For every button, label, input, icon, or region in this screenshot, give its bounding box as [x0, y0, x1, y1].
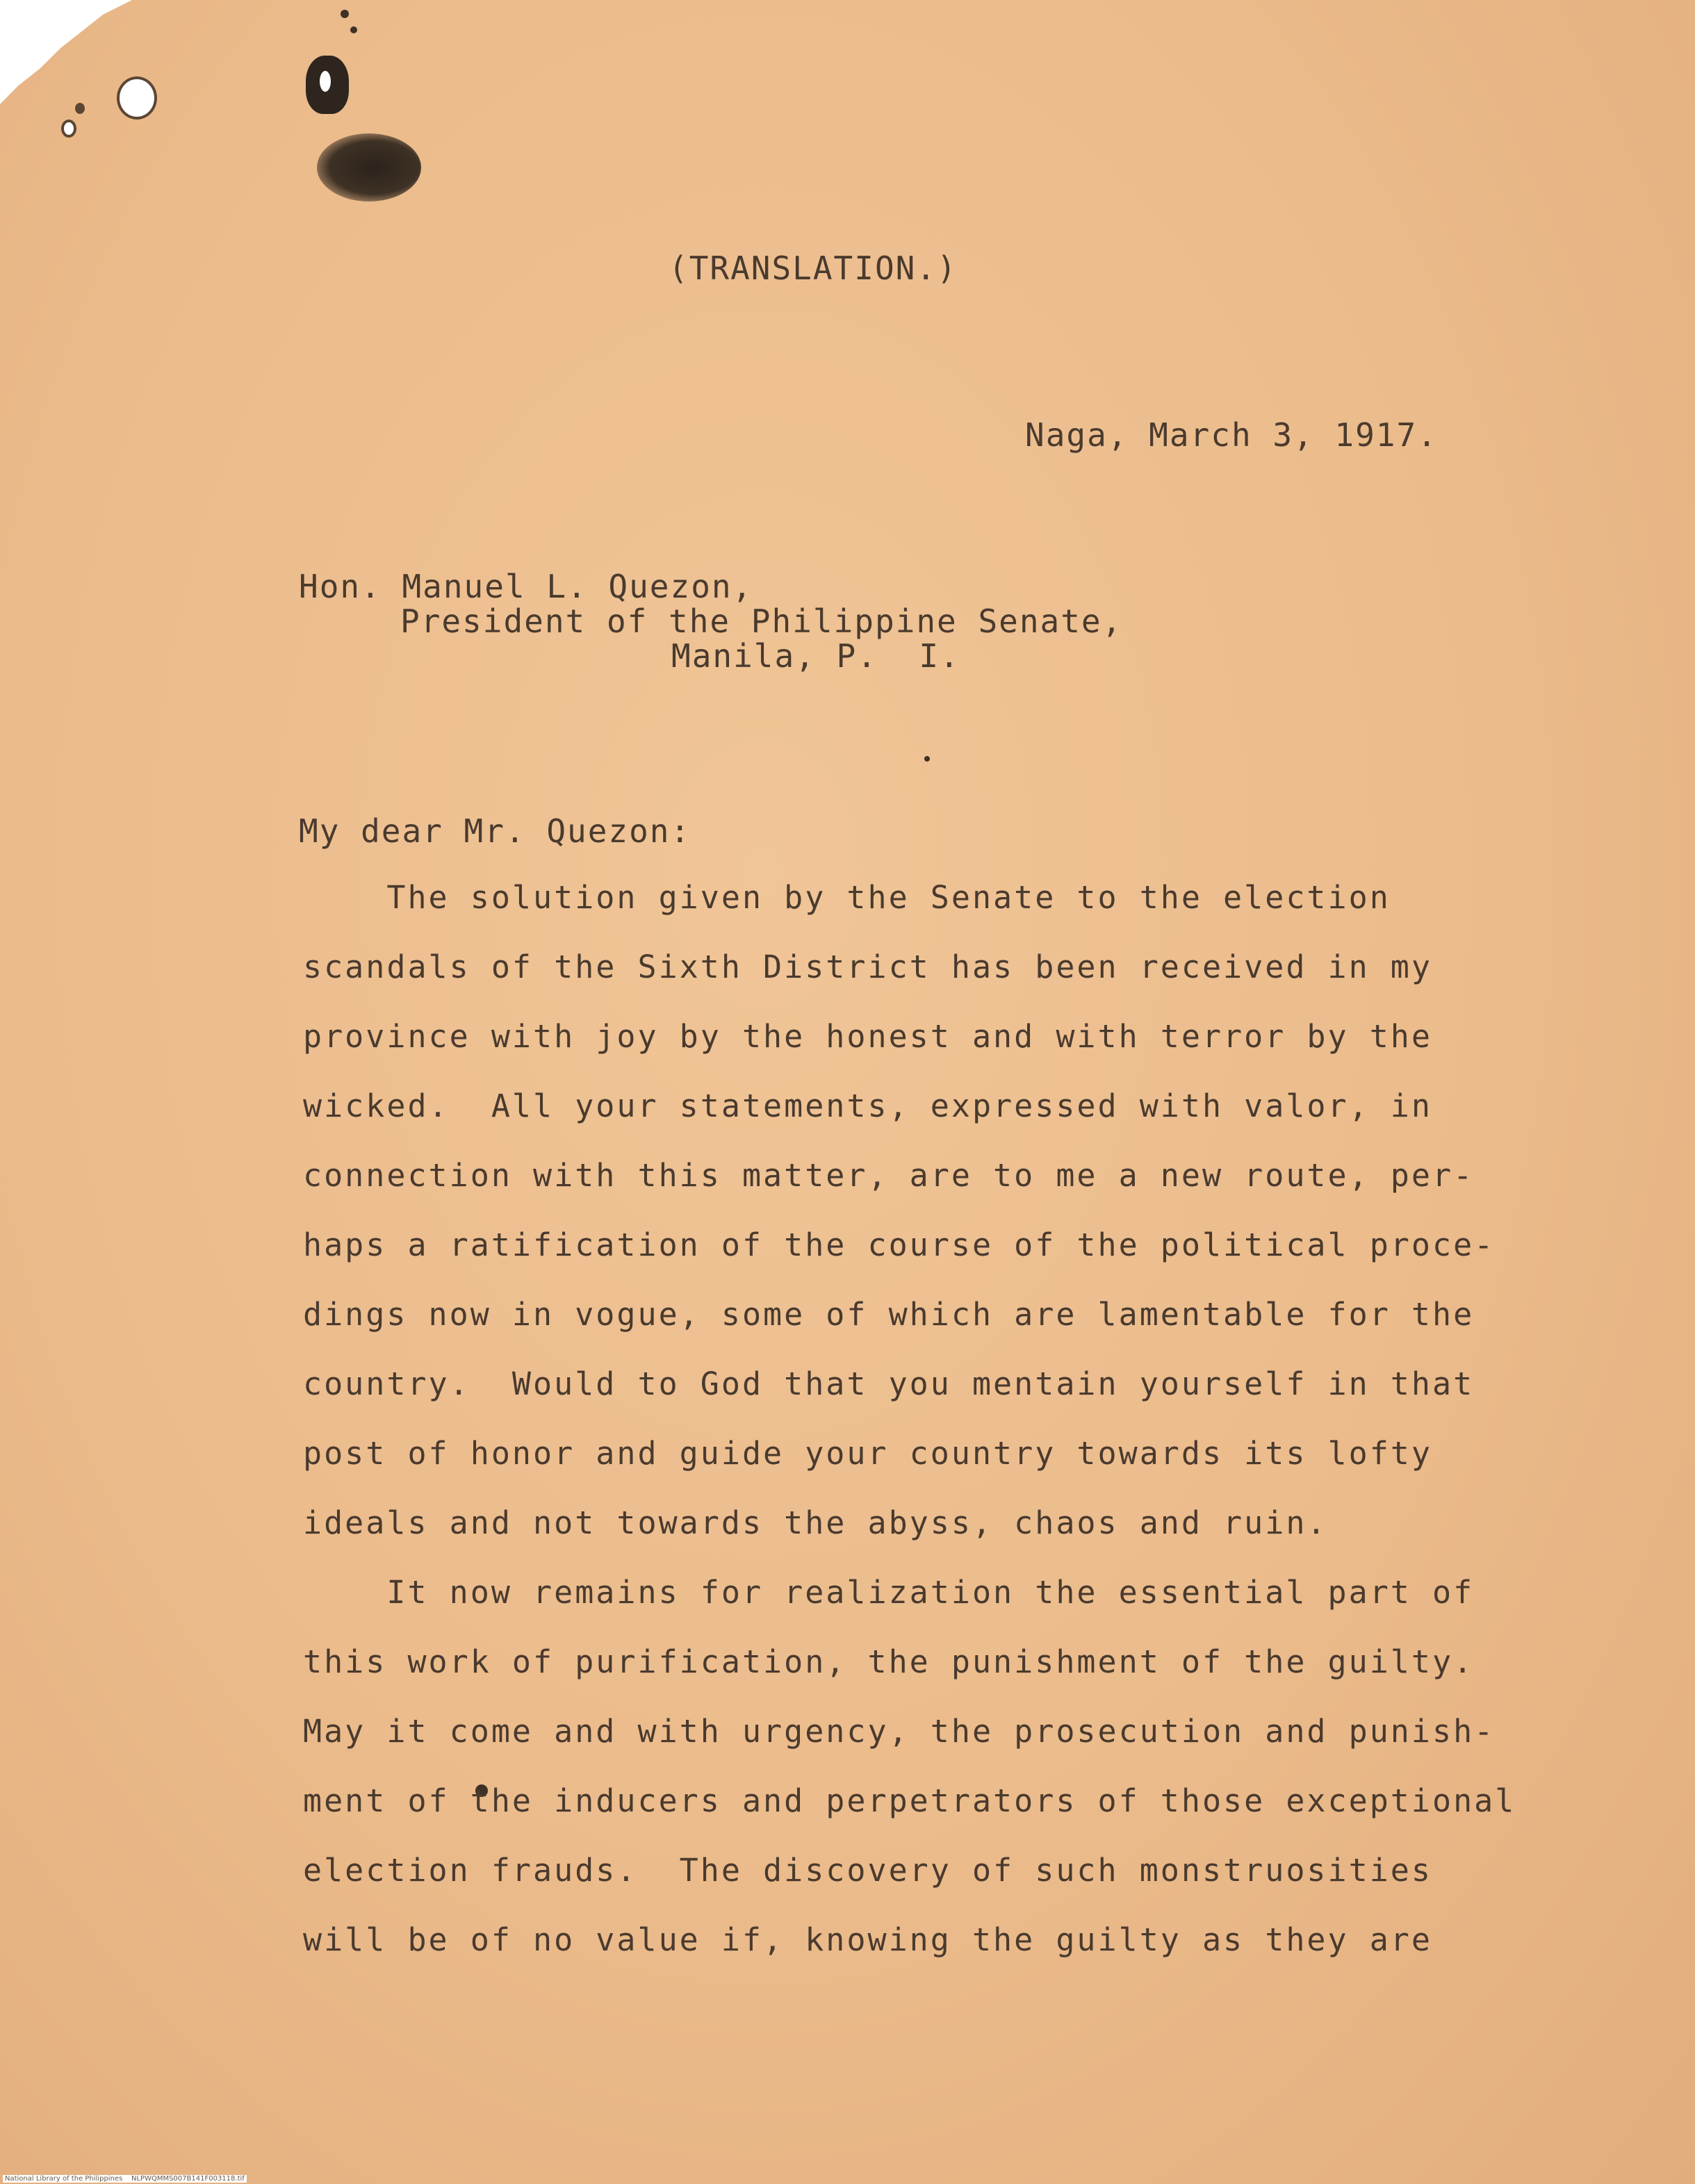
body-line: May it come and with urgency, the prosecution and punish- [303, 1713, 1496, 1750]
body-line: haps a ratification of the course of the political proce- [303, 1226, 1496, 1263]
ink-speck [75, 103, 85, 114]
ink-blot [317, 133, 421, 202]
body-line: It now remains for realization the essential part of [303, 1574, 1475, 1611]
body-line: ideals and not towards the abyss, chaos and ruin. [303, 1504, 1328, 1541]
salutation: My dear Mr. Quezon: [299, 812, 691, 850]
staple-mark [306, 56, 349, 114]
body-line: dings now in vogue, some of which are lamentable for the [303, 1296, 1475, 1333]
body-line: The solution given by the Senate to the election [303, 879, 1391, 916]
punch-hole-small [61, 120, 76, 138]
body-line: ment of the inducers and perpetrators of those exceptional [303, 1782, 1516, 1819]
addressee-title: President of the Philippine Senate, [400, 602, 1123, 640]
addressee-name: Hon. Manuel L. Quezon, [299, 568, 753, 605]
document-heading: (TRANSLATION.) [669, 249, 958, 287]
ink-speck [341, 10, 349, 18]
punch-hole [117, 76, 157, 120]
body-line: will be of no value if, knowing the guilty as they are [303, 1921, 1432, 1958]
addressee-location: Manila, P. I. [671, 637, 960, 675]
body-line: wicked. All your statements, expressed with valor, in [303, 1087, 1432, 1124]
ink-speck [350, 26, 357, 33]
body-line: post of honor and guide your country towards its lofty [303, 1435, 1432, 1472]
body-line: election frauds. The discovery of such monstruosities [303, 1852, 1432, 1889]
archive-footer: National Library of the Philippines NLPWQMMS007B141F003118.tif [3, 2175, 247, 2183]
body-line: scandals of the Sixth District has been received in my [303, 949, 1432, 985]
body-line: connection with this matter, are to me a new route, per- [303, 1157, 1475, 1194]
letter-date: Naga, March 3, 1917. [1025, 416, 1438, 454]
ink-speck [924, 756, 930, 762]
body-line: country. Would to God that you mentain yourself in that [303, 1365, 1475, 1402]
body-line: province with joy by the honest and with terror by the [303, 1018, 1432, 1055]
torn-corner [0, 0, 132, 104]
body-line: this work of purification, the punishment of the guilty. [303, 1643, 1475, 1680]
